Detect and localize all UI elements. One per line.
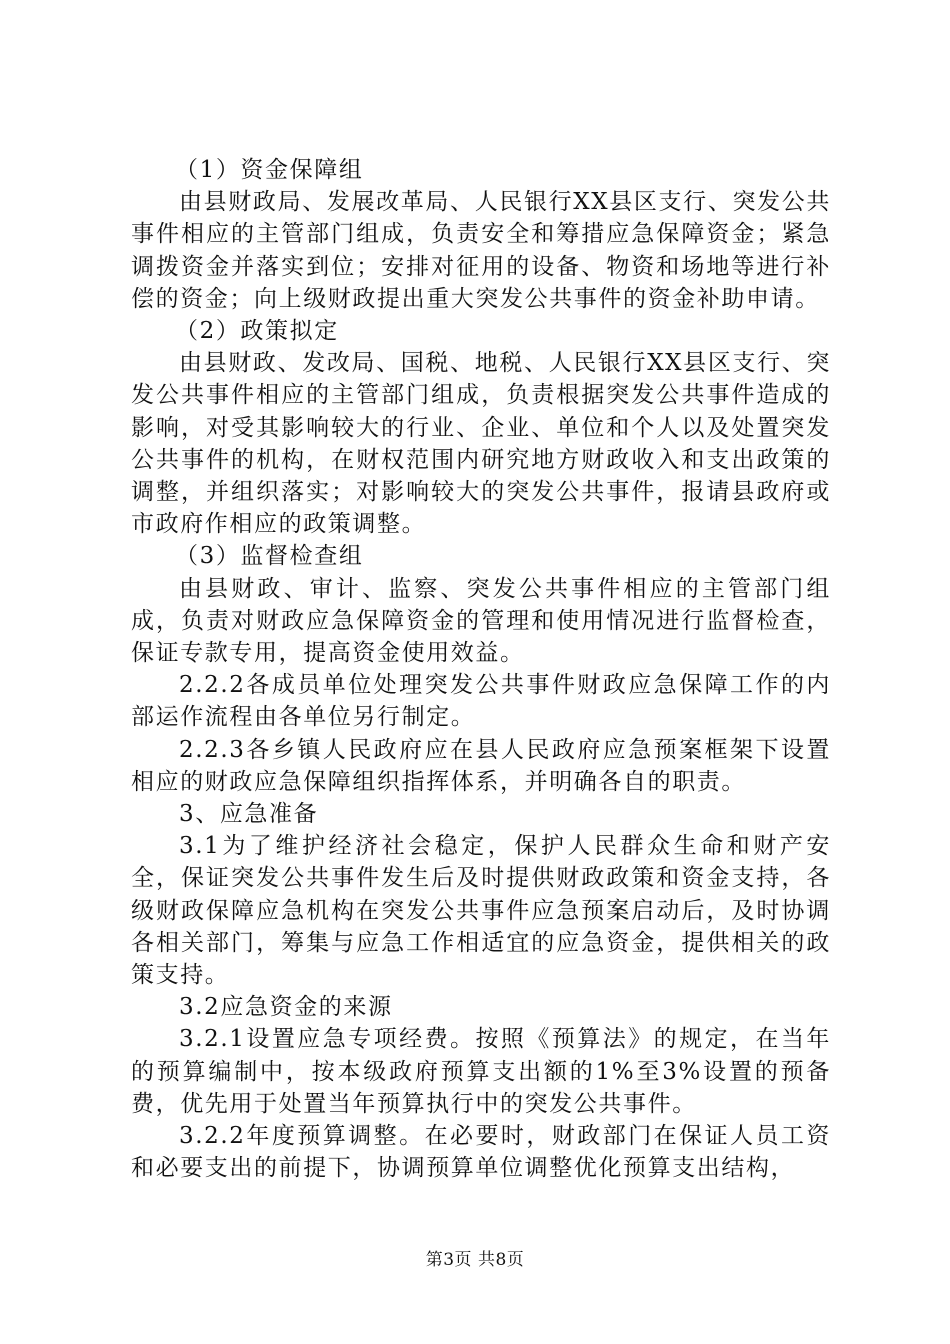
paragraph-2-2-3: 2.2.3各乡镇人民政府应在县人民政府应急预案框架下设置相应的财政应急保障组织指挥体系，并明确各自的职责。	[131, 736, 831, 795]
section-heading-3-2: 3.2应急资金的来源	[179, 994, 393, 1021]
paragraph-3-1: 3.1为了维护经济社会稳定，保护人民群众生命和财产安全，保证突发公共事件发生后及时提供财政政策和资金支持，各级财政保障应急机构在突发公共事件应急预案启动后，及时协调各相关部门，筹集与应急工作相适宜的应急资金，提供相关的政策支持。	[131, 833, 831, 989]
section-heading-policy: （2）政策拟定	[175, 318, 339, 345]
paragraph-policy: 由县财政、发改局、国税、地税、人民银行XX县区支行、突发公共事件相应的主管部门组成，负责根据突发公共事件造成的影响，对受其影响较大的行业、企业、单位和个人以及处置突发公共事件的机构，在财权范围内研究地方财政收入和支出政策的调整，并组织落实；对影响较大的突发公共事件，报请县政府或市政府作相应的政策调整。	[131, 350, 831, 538]
paragraph-funding-group: 由县财政局、发展改革局、人民银行XX县区支行、突发公共事件相应的主管部门组成，负责安全和筹措应急保障资金；紧急调拨资金并落实到位；安排对征用的设备、物资和场地等进行补偿的资金；向上级财政提出重大突发公共事件的资金补助申请。	[131, 189, 831, 312]
paragraph-3-2-1: 3.2.1设置应急专项经费。按照《预算法》的规定，在当年的预算编制中，按本级政府预算支出额的1%至3%设置的预备费，优先用于处置当年预算执行中的突发公共事件。	[131, 1026, 831, 1117]
page-number-footer: 第3页 共8页	[425, 1250, 525, 1270]
section-heading-funding-group: （1）资金保障组	[175, 157, 364, 183]
paragraph-2-2-2: 2.2.2各成员单位处理突发公共事件财政应急保障工作的内部运作流程由各单位另行制定。	[131, 672, 831, 731]
paragraph-supervision-group: 由县财政、审计、监察、突发公共事件相应的主管部门组成，负责对财政应急保障资金的管理和使用情况进行监督检查，保证专款专用，提高资金使用效益。	[131, 575, 831, 667]
document-body	[131, 154, 831, 1185]
section-heading-emergency-preparation: 3、应急准备	[179, 801, 319, 828]
section-heading-supervision-group: （3）监督检查组	[175, 543, 364, 570]
paragraph-3-2-2: 3.2.2年度预算调整。在必要时，财政部门在保证人员工资和必要支出的前提下，协调预算单位调整优化预算支出结构，	[131, 1123, 831, 1182]
